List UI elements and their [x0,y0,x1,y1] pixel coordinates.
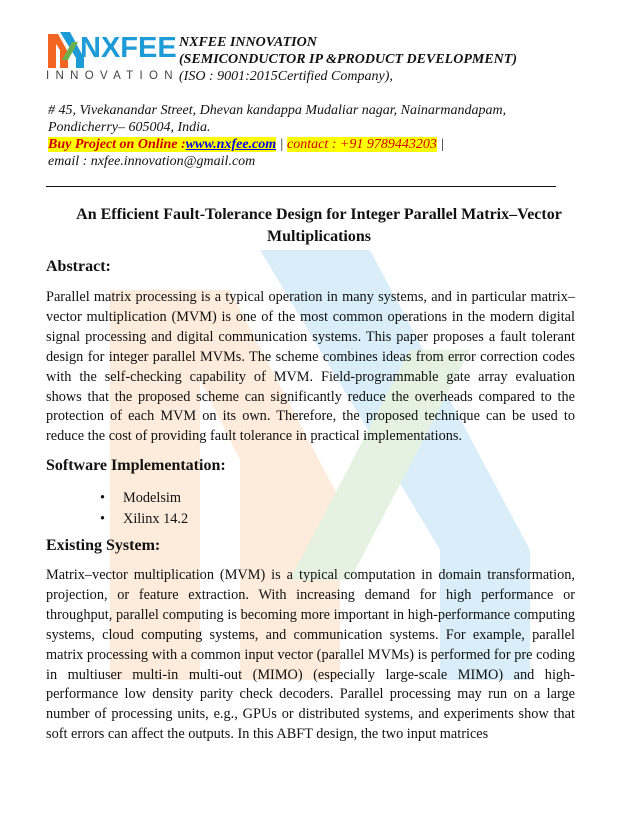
company-description: (SEMICONDUCTOR IP &PRODUCT DEVELOPMENT) [179,52,517,67]
list-item: • Modelsim [100,488,188,509]
company-iso: (ISO : 9001:2015Certified Company), [179,69,393,84]
company-name: NXFEE INNOVATION [179,35,317,50]
page-title: An Efficient Fault-Tolerance Design for Integer Parallel Matrix–Vector Multiplications [76,206,562,245]
software-heading: Software Implementation: [46,457,226,474]
abstract-heading: Abstract: [46,258,111,275]
company-address [48,102,608,170]
separator: | [276,137,288,152]
address-line-2: Pondicherry– 605004, India. [48,120,211,135]
software-list [100,488,188,529]
company-logo [46,30,179,86]
abstract-text: Parallel matrix processing is a typical operation in many systems, and in particular matrix–vector multiplication (MVM) is one of the most common operations in the modern digital signal processing and digital communication systems. This paper proposes a fault tolerant design for integer parallel MVMs. The scheme combines ideas from error correction codes with the self-checking capability of MVM. Field-programmable gate array evaluation shows that the proposed scheme can significantly reduce the overheads compared to the protection of each MVM on its own. Therefore, the proposed technique can be used to reduce the cost of providing fault tolerance in practical implementations. [46,289,575,445]
existing-heading: Existing System: [46,537,161,554]
website-link[interactable]: www.nxfee.com [185,137,277,152]
email-line: email : nxfee.innovation@gmail.com [48,154,256,169]
list-item: • Xilinx 14.2 [100,509,188,530]
logo-wordmark: NXFEE [80,32,177,64]
existing-text: Matrix–vector multiplication (MVM) is a typical computation in domain transformation, projection, or feature extraction. With increasing demand for high performance or throughput, parallel computing is becoming more important in high-performance computing systems, cloud computing systems, and communication systems. For example, parallel matrix processing with a common input vector (parallel MVMs) is performed for pre coding in multiuser multi-in multi-out (MIMO) (especially large-scale MIMO) and high-performance low density parity check decoders. Parallel processing may run on a large number of processing units, e.g., GPUs or distributed systems, and experiments show that soft errors can affect the outputs. In this ABFT design, the two input matrices [46,567,575,743]
buy-label: Buy Project on Online : [48,137,186,152]
separator-end: | [436,137,445,152]
address-line-1: # 45, Vivekanandar Street, Dhevan kandappa Mudaliar nagar, Nainarmandapam, [48,103,507,118]
contact-phone: contact : +91 9789443203 [287,137,437,152]
contact-line [48,136,608,153]
header-divider [46,186,556,187]
company-info [179,34,517,85]
logo-subtitle: INNOVATION [46,70,179,82]
